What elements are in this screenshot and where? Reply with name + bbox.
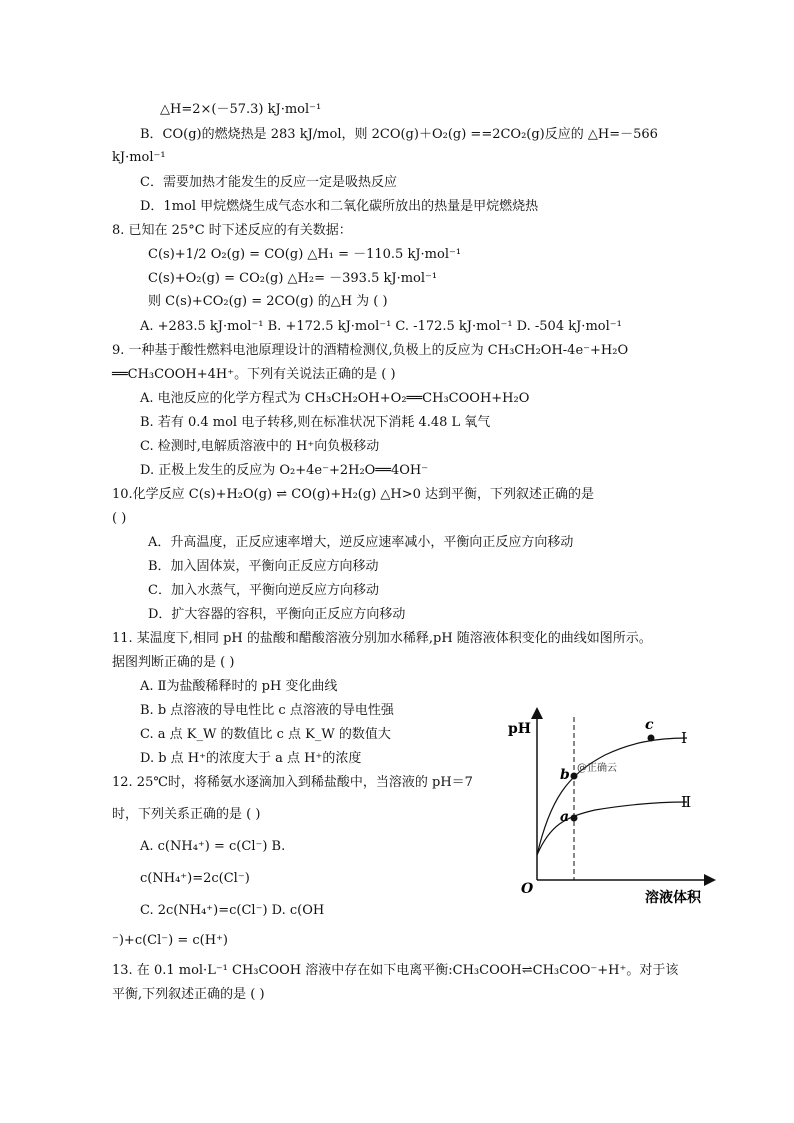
text-line-l18: ( ) <box>112 511 127 526</box>
text-line-l05: D．1mol 甲烷燃烧生成气态水和二氧化碳所放出的热量是甲烷燃烧热 <box>140 199 539 214</box>
curve-1 <box>537 738 687 855</box>
curve-1-label: Ⅰ <box>681 729 687 747</box>
watermark: @正确云 <box>577 763 617 774</box>
text-line-l02: B．CO(g)的燃烧热是 283 kJ/mol，则 2CO(g)＋O₂(g) ==2CO₂(g)反应的 △H=－566 <box>140 127 658 142</box>
point-b-label: b <box>560 767 570 783</box>
text-line-l09: 则 C(s)+CO₂(g) = 2CO(g) 的△H 为 ( ) <box>148 294 388 309</box>
text-line-l22: D．扩大容器的容积，平衡向正反应方向移动 <box>148 607 406 622</box>
point-a-marker <box>571 815 578 822</box>
text-line-l10: A. +283.5 kJ·mol⁻¹ B. +172.5 kJ·mol⁻¹ C. -172.5 kJ·mol⁻¹ D. -504 kJ·mol⁻¹ <box>140 319 622 334</box>
point-c-marker <box>648 735 655 742</box>
text-line-l08: C(s)+O₂(g) = CO₂(g) △H₂= －393.5 kJ·mol⁻¹ <box>148 271 438 286</box>
text-line-l19: A．升高温度，正反应速率增大，逆反应速率减小，平衡向正反应方向移动 <box>148 535 574 550</box>
text-line-l32: c(NH₄⁺)=2c(Cl⁻) <box>140 871 250 886</box>
text-line-l21: C．加入水蒸气，平衡向逆反应方向移动 <box>148 583 379 598</box>
text-line-l15: C. 检测时,电解质溶液中的 H⁺向负极移动 <box>140 439 380 454</box>
text-line-l11: 9. 一种基于酸性燃料电池原理设计的酒精检测仪,负极上的反应为 CH₃CH₂OH-4e⁻+H₂O <box>112 343 629 358</box>
text-line-l30: 时，下列关系正确的是 ( ) <box>112 807 261 822</box>
text-line-l23: 11. 某温度下,相同 pH 的盐酸和醋酸溶液分别加水稀释,pH 随溶液体积变化的曲线如图所示。 <box>112 631 652 646</box>
text-line-l04: C．需要加热才能发生的反应一定是吸热反应 <box>140 175 397 190</box>
text-line-l01: △H=2×(－57.3) kJ·mol⁻¹ <box>160 102 322 117</box>
ph-dilution-graph <box>505 705 720 905</box>
point-c-label: c <box>645 717 654 733</box>
text-line-l27: C. a 点 K_W 的数值比 c 点 K_W 的数值大 <box>140 727 391 742</box>
text-line-l14: B. 若有 0.4 mol 电子转移,则在标准状况下消耗 4.48 L 氧气 <box>140 415 491 430</box>
text-line-l03: kJ·mol⁻¹ <box>112 150 166 165</box>
text-line-l31: A. c(NH₄⁺) = c(Cl⁻) B. <box>140 839 286 854</box>
x-axis-label: 溶液体积 <box>645 890 701 905</box>
curve-2-label: Ⅱ <box>681 793 692 811</box>
text-line-l06: 8. 已知在 25°C 时下述反应的有关数据： <box>112 223 352 238</box>
text-line-l24: 据图判断正确的是 ( ) <box>112 655 235 670</box>
text-line-l20: B．加入固体炭，平衡向正反应方向移动 <box>148 559 379 574</box>
text-line-l26: B. b 点溶液的导电性比 c 点溶液的导电性强 <box>140 703 394 718</box>
text-line-l25: A. Ⅱ为盐酸稀释时的 pH 变化曲线 <box>140 679 338 694</box>
text-line-l34: ⁻)+c(Cl⁻) = c(H⁺) <box>112 933 228 948</box>
text-line-l07: C(s)+1/2 O₂(g) = CO(g) △H₁ = －110.5 kJ·mol⁻¹ <box>148 247 462 262</box>
text-line-l13: A. 电池反应的化学方程式为 CH₃CH₂OH+O₂══CH₃COOH+H₂O <box>140 391 530 406</box>
origin-label: O <box>521 881 534 897</box>
text-line-l35: 13. 在 0.1 mol·L⁻¹ CH₃COOH 溶液中存在如下电离平衡:CH₃COOH⇌CH₃COO⁻+H⁺。对于该 <box>112 963 679 978</box>
text-line-l28: D. b 点 H⁺的浓度大于 a 点 H⁺的浓度 <box>140 751 362 766</box>
text-line-l36: 平衡,下列叙述正确的是 ( ) <box>112 987 265 1002</box>
point-a-label: a <box>560 809 570 825</box>
y-axis-label: pH <box>508 721 532 737</box>
text-line-l29: 12. 25℃时，将稀氨水逐滴加入到稀盐酸中，当溶液的 pH＝7 <box>112 775 473 790</box>
text-line-l16: D. 正极上发生的反应为 O₂+4e⁻+2H₂O══4OH⁻ <box>140 463 429 478</box>
text-line-l33: C. 2c(NH₄⁺)=c(Cl⁻) D. c(OH <box>140 903 325 918</box>
text-line-l17: 10.化学反应 C(s)+H₂O(g) ⇌ CO(g)+H₂(g) △H>0 达到平衡，下列叙述正确的是 <box>112 487 595 502</box>
text-line-l12: ══CH₃COOH+4H⁺。下列有关说法正确的是 ( ) <box>112 367 396 382</box>
